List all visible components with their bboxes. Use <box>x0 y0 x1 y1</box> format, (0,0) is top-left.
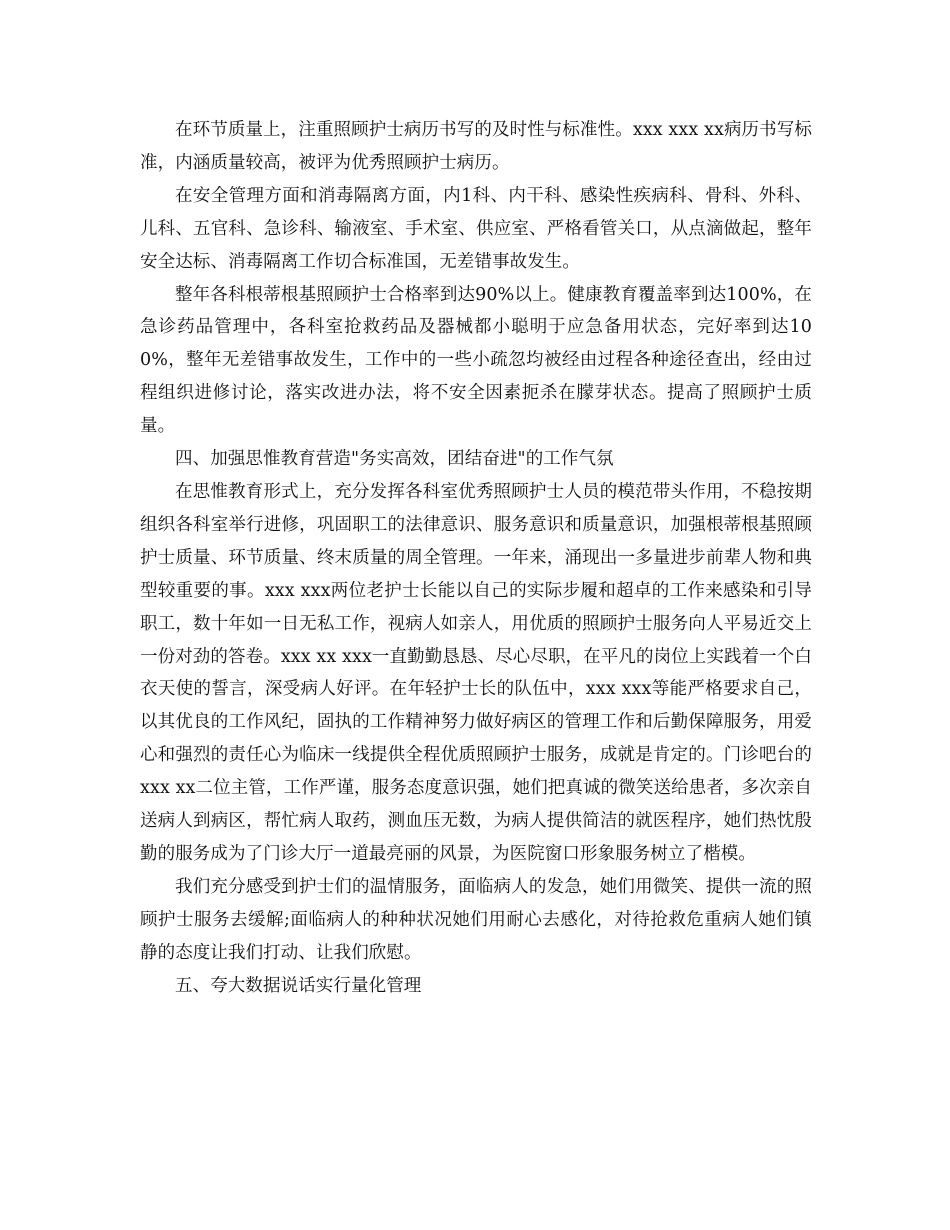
paragraph-pass-rates: 整年各科根蒂根基照顾护士合格率到达90%以上。健康教育覆盖率到达100%，在急诊药品管理中，各科室抢救药品及器械都小聪明于应急备用状态，完好率到达100%，整年无差错事故发生，工作中的一些小疏忽均被经由过程各种途径查出，经由过程组织进修讨论，落实改进办法，将不安全因素扼杀在朦芽状态。提高了照顾护士质量。 <box>140 284 812 437</box>
paragraph-education: 在思惟教育形式上，充分发挥各科室优秀照顾护士人员的模范带头作用，不稳按期组织各科室举行进修，巩固职工的法律意识、服务意识和质量意识，加强根蒂根基照顾护士质量、环节质量、终末质量的周全管理。一年来，涌现出一多量进步前辈人物和典型较重要的事。xxx xxx两位老护士长能以自己的实际步履和超卓的工作来感染和引导职工，数十年如一日无私工作，视病人如亲人，用优质的照顾护士服务向人平易近交上一份对劲的答卷。xxx xx xxx一直勤勤恳恳、尽心尽职，在平凡的岗位上实践着一个白衣天使的誓言，深受病人好评。在年轻护士长的队伍中，xxx xxx等能严格要求自己，以其优良的工作风纪，固执的工作精神努力做好病区的管理工作和后勤保障服务，用爱心和强烈的责任心为临床一线提供全程优质照顾护士服务，成就是肯定的。门诊吧台的xxx xx二位主管，工作严谨，服务态度意识强，她们把真诚的微笑送给患者，多次亲自送病人到病区，帮忙病人取药，测血压无数，为病人提供简洁的就医程序，她们热忱殷勤的服务成为了门诊大厅一道最亮丽的风景，为医院窗口形象服务树立了楷模。 <box>140 481 812 864</box>
section-heading-four: 四、加强思惟教育营造"务实高效，团结奋进"的工作气氛 <box>175 449 614 470</box>
section-heading-five: 五、夸大数据说话实行量化管理 <box>175 975 422 996</box>
paragraph-safety-management: 在安全管理方面和消毒隔离方面，内1科、内干科、感染性疾病科、骨科、外科、儿科、五官科、急诊科、输液室、手术室、供应室、严格看管关口，从点滴做起，整年安全达标、消毒隔离工作切合标准国，无差错事故发生。 <box>140 185 812 272</box>
document-body <box>140 114 812 1002</box>
paragraph-link-quality: 在环节质量上，注重照顾护士病历书写的及时性与标准性。xxx xxx xx病历书写标准，内涵质量较高，被评为优秀照顾护士病历。 <box>140 120 812 173</box>
paragraph-warm-service: 我们充分感受到护士们的温情服务，面临病人的发急，她们用微笑、提供一流的照顾护士服务去缓解;面临病人的种种状况她们用耐心去感化，对待抢救危重病人她们镇静的态度让我们打动、让我们欣慰。 <box>140 876 812 963</box>
